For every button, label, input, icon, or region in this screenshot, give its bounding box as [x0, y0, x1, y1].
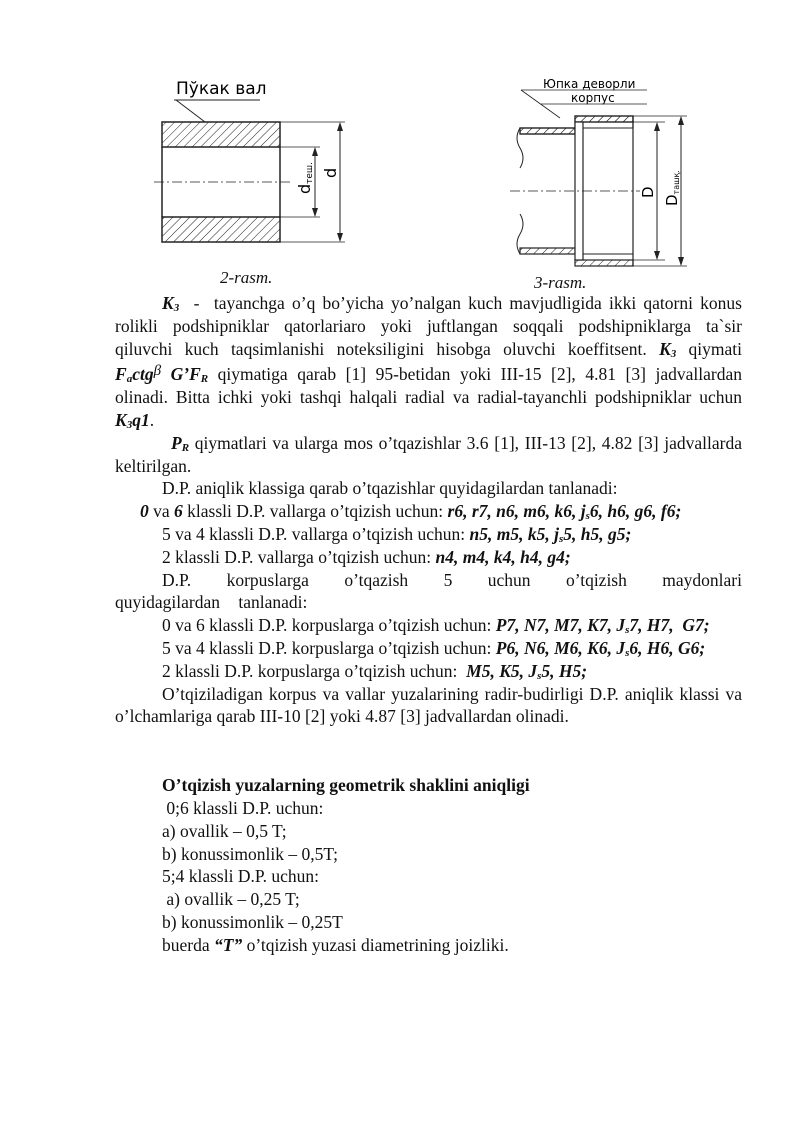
text: va: [148, 501, 175, 522]
paragraph-class-2-shaft: [115, 546, 742, 569]
beta-symbol: β: [153, 363, 162, 380]
housing-wall-bottom-band: [575, 260, 633, 266]
paragraph-k3: [115, 292, 742, 432]
paragraph-class-5-4-housing: [115, 637, 742, 660]
list-item: b) konussimonlik – 0,25T: [162, 911, 343, 932]
k3-subscript: 3: [126, 418, 133, 431]
ctg-symbol: ctg: [132, 364, 154, 385]
housing-left-bottom: [520, 248, 575, 254]
leader-line: [176, 100, 205, 122]
k3-symbol: K: [115, 409, 127, 430]
list-item: 5;4 klassli D.P. uchun:: [162, 866, 320, 887]
fit-list: P6, N6, M6, K6, J: [495, 637, 626, 658]
dim-outer-label: Dташқ.: [663, 170, 681, 206]
text: 5 va 4 klassli D.P. vallarga o’tqizish uchun:: [162, 523, 470, 544]
paragraph-housing-fits: D.P. korpuslarga o’tqazish 5 uchun o’tqizish maydonlari quyidagilardan tanlanadi:: [115, 569, 742, 613]
fit-subscript: s: [625, 624, 630, 637]
fit-list: 5, h5, g5;: [563, 523, 632, 544]
shaft-wall-bottom: [162, 217, 280, 242]
dim-outer-label: d: [321, 167, 340, 178]
arrow: [337, 233, 343, 242]
paragraph-class-2-housing: [115, 660, 742, 683]
dim-inner-label: dтеш.: [295, 161, 315, 194]
dim-inner-label: D: [639, 186, 657, 198]
class-number: 6: [174, 501, 183, 522]
arrow: [678, 116, 684, 125]
body-text: [115, 292, 742, 957]
k3-subscript: 3: [670, 347, 677, 360]
text: qiymatlari va ularga mos o’tqazishlar 3.6 [1], III-13 [2], 4.82 [3] jadvallarda keltirilgan.: [115, 432, 742, 476]
fit-list: 6, H6, G6;: [629, 637, 706, 658]
hollow-shaft-drawing: [150, 70, 360, 270]
text: qiymatiga qarab [1] 95-betidan yoki III-15 [2], 4.81 [3] jadvallardan olinadi. Bitta ichki yoki tashqi halqali radial va radial-tayanchli podshipniklar uchun: [115, 364, 742, 408]
thin-housing-drawing: [505, 70, 705, 275]
fr-symbol: G’F: [161, 364, 201, 385]
fa-subscript: a: [126, 373, 133, 386]
class-number: 0: [140, 501, 149, 522]
t-symbol: “T”: [214, 934, 243, 955]
thin-housing-label-line1: Юпка деворли: [543, 77, 636, 91]
fit-list: n5, m5, k5, j: [469, 523, 559, 544]
text: 2 klassli D.P. vallarga o’tqizish uchun:: [162, 546, 436, 567]
fit-list: 7, H7, G7;: [629, 615, 710, 636]
paragraph-roughness: O’tqiziladigan korpus va vallar yuzalarining radir-budirligi D.P. aniqlik klassi va o’lchamlariga qarab III-10 [2] yoki 4.87 [3] jadvallardan olinadi.: [115, 683, 742, 727]
fit-subscript: s: [625, 646, 630, 659]
k3-description: tayanchga o’q bo’yicha yo’nalgan kuch mavjudligida ikki qatorni konus rolikli podshipniklar qatorlariaro yoki juftlangan soqqali podshipniklarga ta`sir qiluvchi kuch taqsimlanishi noteksiligini hisobga oluvchi koeffitsent.: [115, 293, 742, 359]
spacer: [115, 728, 742, 774]
fit-list: P7, N7, M7, K7, J: [495, 615, 626, 636]
k3-symbol: K: [659, 338, 671, 359]
arrow: [312, 208, 318, 217]
fit-list: M5, K5, J: [466, 660, 538, 681]
list-item: a) ovallik – 0,25 T;: [162, 889, 300, 910]
k3-symbol: K: [162, 293, 174, 313]
figure-3-caption: 3-rasm.: [534, 273, 587, 292]
housing-left-top: [520, 128, 575, 134]
paragraph-class-5-4-shaft: [115, 523, 742, 546]
paragraph-class-0-6-shaft: [115, 500, 742, 523]
pr-subscript: R: [181, 441, 190, 454]
shaft-wall-top: [162, 122, 280, 147]
paragraph-definition: [115, 934, 742, 957]
pr-symbol: P: [171, 432, 182, 453]
q1-value: q1: [132, 409, 150, 430]
paragraph-class-0-6-housing: [115, 614, 742, 637]
fit-list: 5, H5;: [541, 660, 588, 681]
fit-subscript: s: [537, 669, 542, 682]
list-item: 0;6 klassli D.P. uchun:: [162, 797, 324, 818]
paragraph-pr: [115, 432, 742, 478]
arrow: [337, 122, 343, 131]
arrow: [312, 147, 318, 156]
hollow-shaft-label: Пўкак вал: [176, 79, 267, 99]
text: o’tqizish yuzasi diametrining joizliki.: [242, 934, 509, 955]
paragraph-classes: D.P. aniqlik klassiga qarab o’tqazishlar quyidagilardan tanlanadi:: [162, 478, 618, 499]
fa-symbol: F: [115, 364, 127, 385]
arrow: [678, 257, 684, 266]
housing-wall-top-band: [575, 116, 633, 122]
period: .: [149, 409, 155, 430]
fit-subscript: s: [585, 510, 590, 523]
text: 0 va 6 klassli D.P. korpuslarga o’tqizish uchun:: [162, 615, 496, 636]
list-item: a) ovallik – 0,5 T;: [162, 820, 287, 841]
arrow: [654, 251, 660, 260]
text: klassli D.P. vallarga o’tqizish uchun:: [182, 501, 448, 522]
figures-row: [0, 70, 800, 300]
text: qiymati: [676, 338, 743, 359]
text: 5 va 4 klassli D.P. korpuslarga o’tqizish uchun:: [162, 637, 496, 658]
fit-list: n4, m4, k4, h4, g4;: [435, 546, 571, 567]
list-item: b) konussimonlik – 0,5T;: [162, 843, 338, 864]
figure-2-caption: 2-rasm.: [220, 268, 273, 287]
fit-subscript: s: [558, 532, 564, 545]
dash: -: [179, 293, 214, 313]
fit-list: 6, h6, g6, f6;: [589, 501, 682, 522]
fr-subscript: R: [200, 373, 209, 386]
thin-housing-label-line2: корпус: [571, 91, 615, 105]
k3-subscript: 3: [173, 302, 180, 314]
fit-list: r6, r7, n6, m6, k6, j: [447, 501, 586, 522]
section-heading: O’tqizish yuzalarning geometrik shaklini aniqligi: [162, 775, 530, 796]
text: 2 klassli D.P. korpuslarga o’tqizish uchun:: [162, 660, 467, 681]
text: buerda: [162, 934, 214, 955]
arrow: [654, 122, 660, 131]
